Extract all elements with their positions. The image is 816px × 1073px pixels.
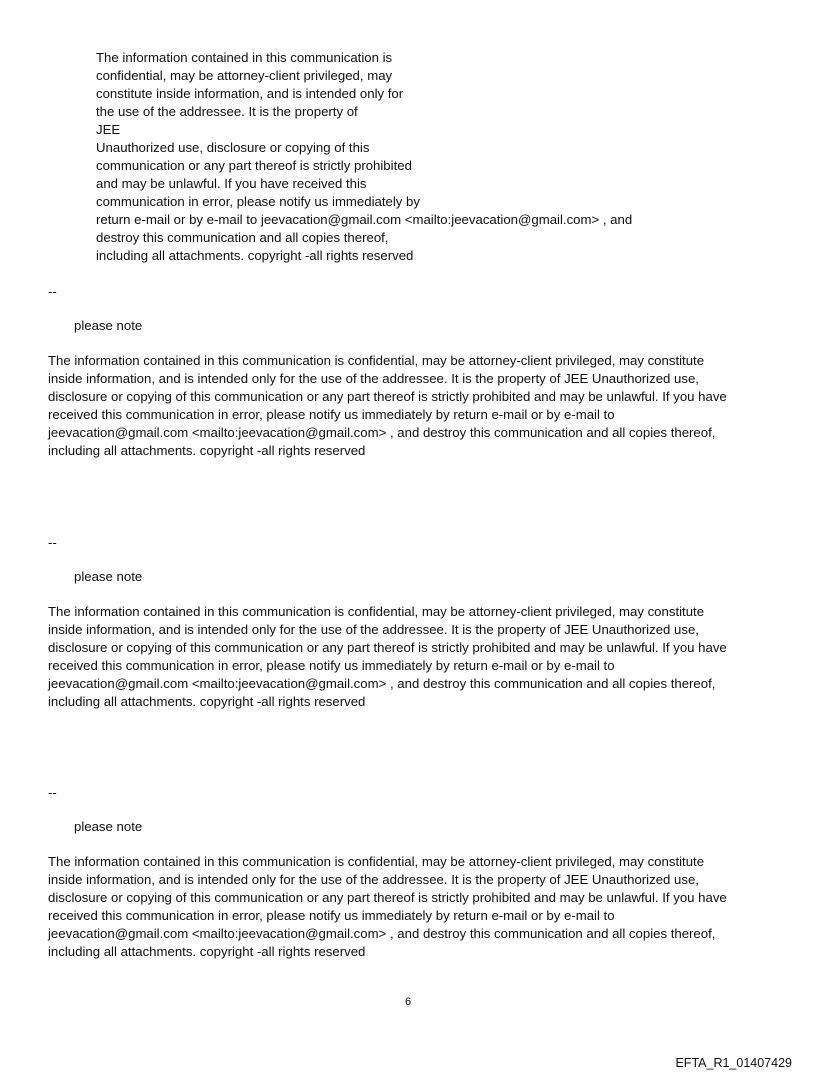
paragraph-line: disclosure or copying of this communication or any part thereof is strictly prohibited and may be unlawful. If you have: [48, 389, 727, 404]
paragraph-line: inside information, and is intended only for the use of the addressee. It is the property of JEE Unauthorized use,: [48, 622, 699, 637]
disclaimer-line: The information contained in this communication is: [96, 50, 393, 65]
paragraph-line: received this communication in error, please notify us immediately by return e-mail or by e-mail to: [48, 407, 615, 422]
separator: --: [48, 284, 57, 299]
page-number: 6: [404, 996, 412, 1008]
disclaimer-line: destroy this communication and all copies thereof,: [96, 230, 389, 245]
disclaimer-line: and may be unlawful. If you have received this: [96, 176, 367, 191]
separator: --: [48, 535, 57, 550]
disclaimer-line: including all attachments. copyright -all rights reserved: [96, 248, 414, 263]
disclaimer-line: confidential, may be attorney-client privileged, may: [96, 68, 393, 83]
disclaimer-line: the use of the addressee. It is the property of: [96, 104, 358, 119]
disclaimer-line: constitute inside information, and is intended only for: [96, 86, 404, 101]
paragraph-line: inside information, and is intended only for the use of the addressee. It is the property of JEE Unauthorized use,: [48, 872, 699, 887]
paragraph-line: including all attachments. copyright -all rights reserved: [48, 944, 366, 959]
indented-disclaimer: [96, 49, 696, 265]
disclaimer-line: return e-mail or by e-mail to jeevacation@gmail.com <mailto:jeevacation@gmail.com> , and: [96, 212, 633, 227]
paragraph-line: The information contained in this communication is confidential, may be attorney-client privileged, may constitute: [48, 353, 705, 368]
disclaimer-paragraph: [48, 853, 768, 961]
document-id: EFTA_R1_01407429: [675, 1056, 792, 1070]
paragraph-line: disclosure or copying of this communication or any part thereof is strictly prohibited and may be unlawful. If you have: [48, 890, 727, 905]
paragraph-line: received this communication in error, please notify us immediately by return e-mail or by e-mail to: [48, 908, 615, 923]
paragraph-line: received this communication in error, please notify us immediately by return e-mail or by e-mail to: [48, 658, 615, 673]
paragraph-line: jeevacation@gmail.com <mailto:jeevacation@gmail.com> , and destroy this communication and all copies thereof,: [48, 425, 716, 440]
disclaimer-line: communication in error, please notify us immediately by: [96, 194, 420, 209]
disclaimer-line: Unauthorized use, disclosure or copying of this: [96, 140, 370, 155]
paragraph-line: The information contained in this communication is confidential, may be attorney-client privileged, may constitute: [48, 854, 705, 869]
disclaimer-line: JEE: [96, 122, 121, 137]
paragraph-line: jeevacation@gmail.com <mailto:jeevacation@gmail.com> , and destroy this communication and all copies thereof,: [48, 676, 716, 691]
please-note-label: please note: [74, 318, 143, 333]
paragraph-line: including all attachments. copyright -all rights reserved: [48, 443, 366, 458]
paragraph-line: including all attachments. copyright -all rights reserved: [48, 694, 366, 709]
paragraph-line: The information contained in this communication is confidential, may be attorney-client privileged, may constitute: [48, 604, 705, 619]
paragraph-line: disclosure or copying of this communication or any part thereof is strictly prohibited and may be unlawful. If you have: [48, 640, 727, 655]
disclaimer-line: communication or any part thereof is strictly prohibited: [96, 158, 412, 173]
disclaimer-paragraph: [48, 603, 768, 711]
paragraph-line: jeevacation@gmail.com <mailto:jeevacation@gmail.com> , and destroy this communication and all copies thereof,: [48, 926, 716, 941]
disclaimer-paragraph: [48, 352, 768, 460]
paragraph-line: inside information, and is intended only for the use of the addressee. It is the property of JEE Unauthorized use,: [48, 371, 699, 386]
separator: --: [48, 785, 57, 800]
please-note-label: please note: [74, 569, 143, 584]
please-note-label: please note: [74, 819, 143, 834]
